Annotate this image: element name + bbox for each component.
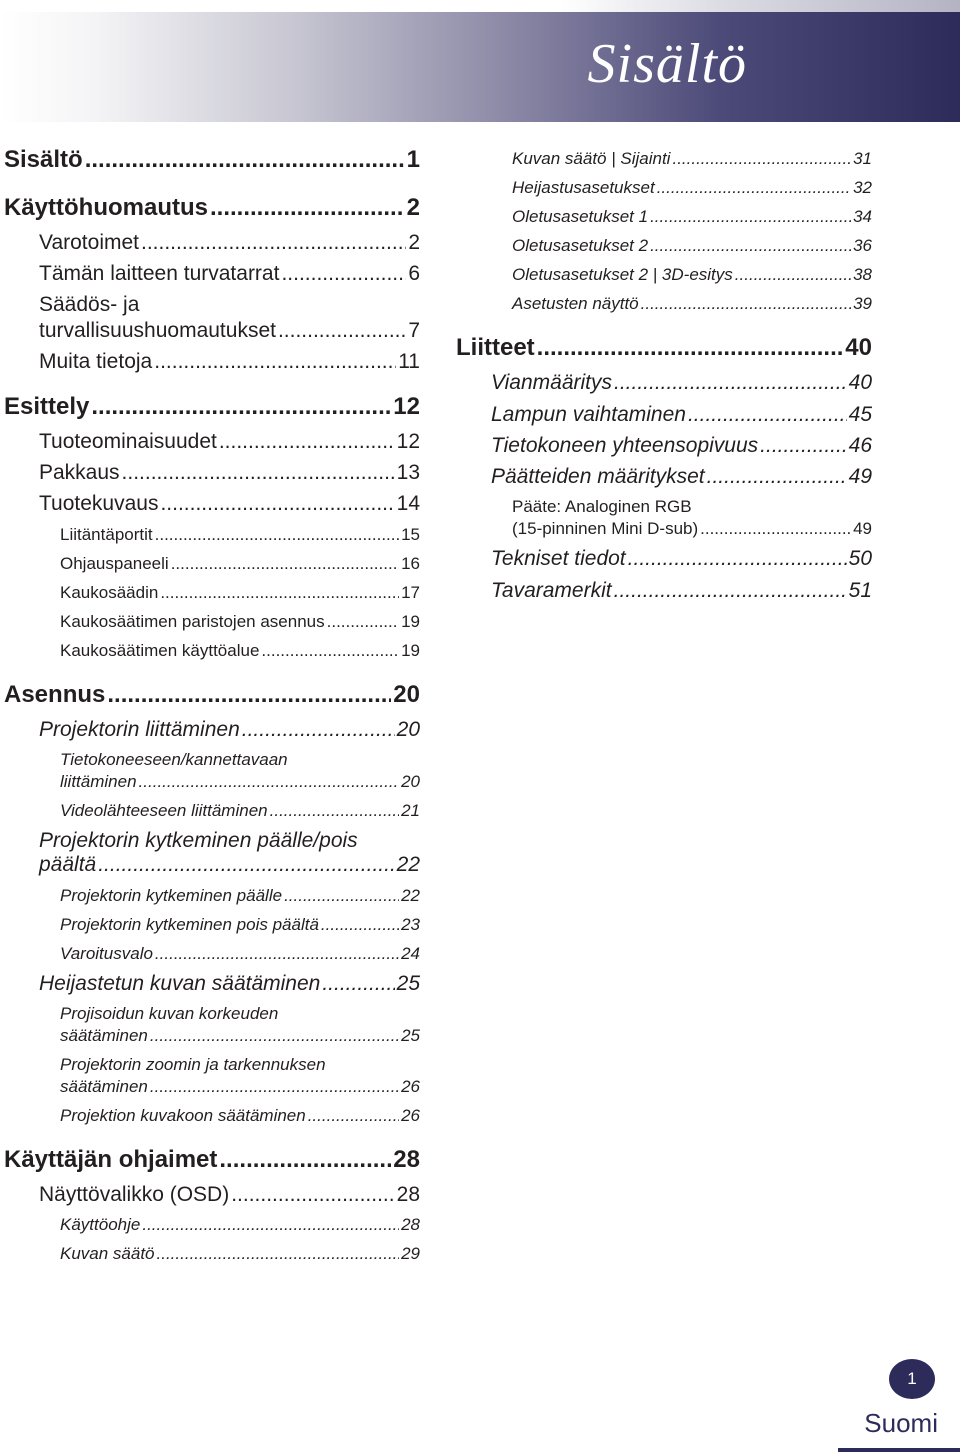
toc-entry[interactable]	[60, 1215, 420, 1235]
toc-entry-page: 15	[401, 525, 420, 544]
toc-entry-page: 16	[401, 554, 420, 573]
toc-entry-title-line2: (15-pinninen Mini D-sub)	[512, 519, 699, 538]
toc-entry[interactable]	[491, 403, 872, 427]
toc-leader	[735, 265, 851, 285]
toc-entry-title: Ohjauspaneeli	[60, 554, 169, 573]
toc-entry-title: Lampun vaihtaminen	[491, 403, 686, 426]
toc-entry[interactable]	[512, 178, 872, 198]
toc-leader	[139, 772, 400, 792]
toc-entry-title: Oletusasetukset 2	[512, 236, 649, 255]
toc-leader	[270, 801, 399, 821]
toc-entry[interactable]	[4, 393, 420, 421]
toc-leader	[281, 262, 406, 286]
toc-leader	[141, 231, 406, 255]
toc-entry[interactable]	[491, 434, 872, 458]
toc-entry-page: 23	[401, 915, 420, 934]
header-banner	[0, 12, 960, 122]
toc-entry-title: Projektorin liittäminen	[39, 718, 240, 741]
toc-entry-page: 24	[401, 944, 420, 963]
toc-entry[interactable]	[39, 461, 420, 485]
toc-entry-title: Sisältö	[4, 146, 83, 173]
toc-entry-page: 25	[396, 972, 420, 995]
toc-entry-page: 49	[853, 519, 872, 538]
toc-entry-page: 36	[853, 236, 872, 255]
toc-entry[interactable]	[60, 750, 420, 792]
toc-entry[interactable]	[491, 371, 872, 395]
toc-leader	[628, 547, 847, 571]
toc-entry-title: Tietokoneen yhteensopivuus	[491, 434, 759, 457]
toc-entry-page: 22	[396, 853, 420, 876]
toc-entry-title: Oletusasetukset 2 | 3D-esitys	[512, 265, 733, 284]
toc-entry[interactable]	[60, 801, 420, 821]
toc-leader	[614, 579, 847, 603]
header-top-strip	[560, 0, 960, 12]
toc-entry-page: 26	[401, 1077, 420, 1096]
toc-entry-title-line2: liittäminen	[60, 772, 137, 791]
language-label: Suomi	[864, 1408, 938, 1438]
toc-entry-title: Pakkaus	[39, 461, 120, 484]
toc-entry-page: 29	[401, 1244, 420, 1263]
toc-entry-page: 19	[401, 612, 420, 631]
toc-entry-title: Kuvan säätö	[60, 1244, 155, 1263]
toc-entry-title-line2: päältä	[39, 853, 97, 876]
toc-leader	[650, 207, 851, 227]
toc-entry[interactable]	[60, 886, 420, 906]
toc-entry-title: Kaukosäätimen paristojen asennus	[60, 612, 325, 631]
toc-entry[interactable]	[39, 231, 420, 255]
toc-entry-title-line2: säätäminen	[60, 1026, 148, 1045]
toc-entry-title: Liitteet	[456, 334, 535, 361]
toc-leader	[537, 334, 844, 362]
toc-entry-page: 28	[401, 1215, 420, 1234]
toc-entry-page: 22	[401, 886, 420, 905]
toc-entry[interactable]	[60, 915, 420, 935]
toc-entry-title-line1: Projisoidun kuvan korkeuden	[60, 1004, 279, 1023]
toc-leader	[171, 554, 399, 574]
toc-entry-page: 46	[848, 434, 872, 457]
toc-entry[interactable]	[60, 525, 420, 545]
toc-leader	[107, 681, 391, 709]
toc-entry-page: 50	[848, 547, 872, 570]
toc-entry-title-line1: Säädös- ja	[39, 293, 140, 316]
toc-leader	[650, 236, 851, 256]
toc-leader	[657, 178, 851, 198]
toc-entry-title: Kaukosäädin	[60, 583, 159, 602]
toc-entry-page: 2	[408, 231, 420, 254]
toc-entry-page: 11	[398, 350, 420, 373]
toc-entry-title-line2: säätäminen	[60, 1077, 148, 1096]
toc-entry[interactable]	[39, 829, 420, 877]
toc-entry-page: 32	[853, 178, 872, 197]
toc-entry[interactable]	[60, 554, 420, 574]
toc-entry[interactable]	[39, 350, 420, 374]
toc-leader	[614, 371, 847, 395]
toc-leader	[155, 944, 399, 964]
toc-entry[interactable]	[39, 972, 420, 996]
toc-entry[interactable]	[512, 236, 872, 256]
toc-entry-title: Varoitusvalo	[60, 944, 153, 963]
toc-leader	[308, 1106, 399, 1126]
toc-entry[interactable]	[39, 430, 420, 454]
toc-leader	[284, 886, 399, 906]
toc-entry[interactable]	[60, 1244, 420, 1264]
toc-leader	[760, 434, 846, 458]
toc-entry-page: 40	[848, 371, 872, 394]
toc-leader	[91, 393, 391, 421]
toc-entry-title-line1: Pääte: Analoginen RGB	[512, 497, 692, 516]
page-number: 1	[907, 1369, 917, 1388]
toc-entry-title: Käyttöhuomautus	[4, 194, 208, 221]
page-title: Sisältö	[587, 33, 747, 95]
toc-entry[interactable]	[4, 1146, 420, 1174]
toc-entry[interactable]	[512, 294, 872, 314]
toc-entry-page: 20	[393, 681, 420, 708]
toc-leader	[278, 319, 406, 343]
toc-entry-page: 14	[396, 492, 420, 515]
toc-entry[interactable]	[60, 1055, 420, 1097]
toc-leader	[157, 1244, 400, 1264]
toc-entry[interactable]	[512, 497, 872, 539]
toc-leader	[242, 718, 395, 742]
toc-leader	[155, 525, 399, 545]
toc-entry-page: 45	[848, 403, 872, 426]
toc-entry-title: Tekniset tiedot	[491, 547, 626, 570]
toc-leader	[672, 149, 851, 169]
toc-entry[interactable]	[60, 612, 420, 632]
toc-leader	[85, 146, 405, 174]
toc-entry-title-line2: turvallisuushuomautukset	[39, 319, 276, 342]
toc-entry-title: Kuvan säätö | Sijainti	[512, 149, 671, 168]
toc-entry-title: Näyttövalikko (OSD)	[39, 1183, 230, 1206]
toc-entry[interactable]	[60, 944, 420, 964]
toc-entry-title: Videolähteeseen liittäminen	[60, 801, 268, 820]
toc-entry-page: 28	[396, 1183, 420, 1206]
toc-leader	[210, 194, 405, 222]
toc-entry-title: Heijastetun kuvan säätäminen	[39, 972, 321, 995]
toc-entry-title: Kaukosäätimen käyttöalue	[60, 641, 260, 660]
toc-entry-title: Muita tietoja	[39, 350, 153, 373]
toc-entry-page: 39	[853, 294, 872, 313]
toc-entry-title-line1: Projektorin kytkeminen päälle/pois	[39, 829, 358, 852]
toc-entry[interactable]	[512, 207, 872, 227]
toc-entry-page: 51	[848, 579, 872, 602]
toc-entry-title: Asennus	[4, 681, 106, 708]
toc-leader	[219, 1146, 391, 1174]
toc-entry[interactable]	[4, 194, 420, 222]
toc-entry-page: 49	[848, 465, 872, 488]
toc-leader	[98, 853, 394, 877]
toc-entry[interactable]	[39, 293, 420, 343]
toc-entry-title: Tuotekuvaus	[39, 492, 159, 515]
toc-entry[interactable]	[60, 1004, 420, 1046]
toc-entry-page: 13	[396, 461, 420, 484]
toc-entry-title: Oletusasetukset 1	[512, 207, 649, 226]
toc-entry[interactable]	[4, 146, 420, 174]
toc-entry[interactable]	[491, 547, 872, 571]
toc-leader	[261, 641, 399, 661]
toc-leader	[160, 492, 394, 516]
toc-entry[interactable]	[39, 492, 420, 516]
toc-entry-page: 34	[853, 207, 872, 226]
toc-entry[interactable]	[39, 718, 420, 742]
toc-leader	[707, 465, 847, 489]
toc-leader	[219, 430, 395, 454]
toc-entry-page: 6	[408, 262, 420, 285]
toc-leader	[160, 583, 399, 603]
toc-leader	[122, 461, 395, 485]
toc-entry-title: Tavaramerkit	[491, 579, 612, 602]
toc-entry[interactable]	[456, 334, 872, 362]
toc-entry-title: Vianmääritys	[491, 371, 612, 394]
toc-entry-page: 31	[853, 149, 872, 168]
toc-entry-title: Projektorin kytkeminen pois päältä	[60, 915, 319, 934]
toc-entry[interactable]	[60, 641, 420, 661]
toc-entry-title: Liitäntäportit	[60, 525, 153, 544]
toc-entry[interactable]	[39, 262, 420, 286]
toc-entry-title: Esittely	[4, 393, 90, 420]
page-number-badge	[889, 1359, 935, 1399]
toc-entry-title-line1: Projektorin zoomin ja tarkennuksen	[60, 1055, 326, 1074]
toc-entry[interactable]	[60, 583, 420, 603]
toc-leader	[700, 519, 851, 539]
footer-rule	[838, 1448, 960, 1452]
toc-leader	[150, 1026, 399, 1046]
toc-entry-page: 12	[393, 393, 420, 420]
toc-entry-title: Päätteiden määritykset	[491, 465, 705, 488]
toc-leader	[688, 403, 847, 427]
toc-entry[interactable]	[491, 465, 872, 489]
toc-entry-page: 25	[401, 1026, 420, 1045]
toc-leader	[154, 350, 396, 374]
toc-entry[interactable]	[512, 149, 872, 169]
toc-leader	[641, 294, 851, 314]
toc-leader	[142, 1215, 399, 1235]
toc-entry-page: 7	[408, 319, 420, 342]
toc-entry-page: 26	[401, 1106, 420, 1125]
toc-entry-page: 2	[406, 194, 420, 221]
toc-leader	[150, 1077, 399, 1097]
toc-leader	[327, 612, 399, 632]
toc-entry-title: Käyttäjän ohjaimet	[4, 1146, 218, 1173]
toc-entry-page: 1	[406, 146, 420, 173]
toc-entry-page: 20	[396, 718, 420, 741]
toc-leader	[231, 1183, 394, 1207]
toc-entry-page: 17	[401, 583, 420, 602]
toc-entry-title: Tuoteominaisuudet	[39, 430, 217, 453]
toc-entry[interactable]	[39, 1183, 420, 1207]
toc-leader	[321, 915, 399, 935]
toc-entry[interactable]	[512, 265, 872, 285]
toc-entry-page: 12	[396, 430, 420, 453]
toc-entry[interactable]	[491, 579, 872, 603]
toc-entry[interactable]	[4, 681, 420, 709]
toc-entry-title: Projektion kuvakoon säätäminen	[60, 1106, 306, 1125]
toc-entry-page: 20	[401, 772, 420, 791]
toc-leader	[322, 972, 394, 996]
toc-entry-page: 40	[845, 334, 872, 361]
toc-entry-title-line1: Tietokoneeseen/kannettavaan	[60, 750, 288, 769]
toc-entry-page: 28	[393, 1146, 420, 1173]
toc-entry-page: 38	[853, 265, 872, 284]
toc-entry[interactable]	[60, 1106, 420, 1126]
toc-entry-title: Asetusten näyttö	[512, 294, 639, 313]
toc-entry-title: Heijastusasetukset	[512, 178, 655, 197]
toc-entry-title: Käyttöohje	[60, 1215, 141, 1234]
toc-entry-page: 19	[401, 641, 420, 660]
toc-entry-page: 21	[401, 801, 420, 820]
toc-entry-title: Tämän laitteen turvatarrat	[39, 262, 280, 285]
toc-entry-title: Projektorin kytkeminen päälle	[60, 886, 283, 905]
toc-entry-title: Varotoimet	[39, 231, 139, 254]
